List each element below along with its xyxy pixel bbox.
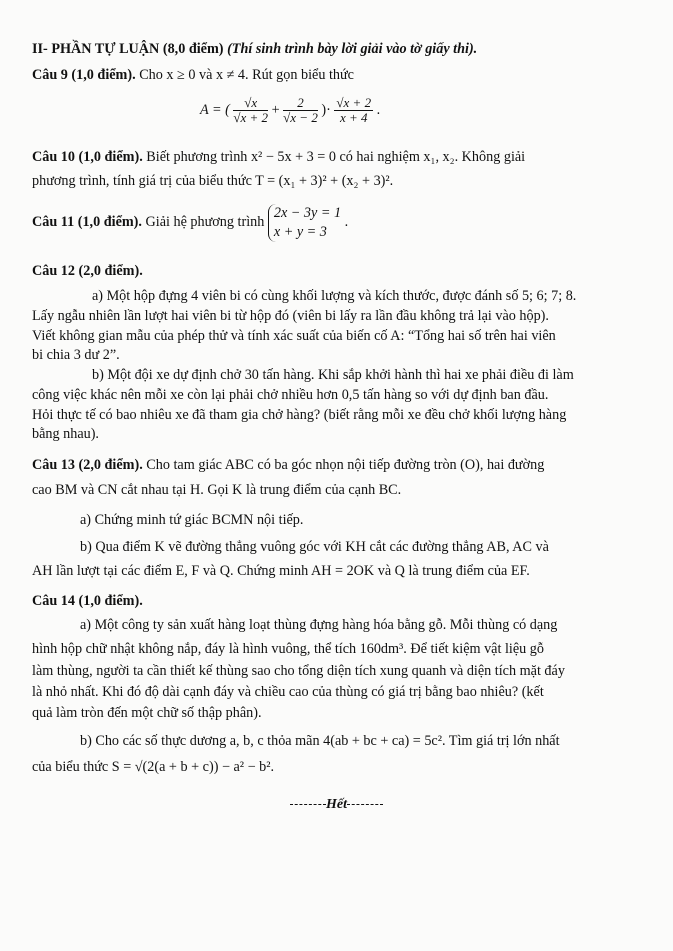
q9-f1-den: √x + 2	[233, 110, 269, 126]
q10-line2: phương trình, tính giá trị của biểu thức T = (x₁ + 3)² + (x₂ + 3)².	[32, 173, 394, 189]
q10-line1	[32, 148, 644, 167]
q9-f3-num: √x + 2	[336, 95, 372, 111]
q9-expr-lhs: A = (	[200, 102, 230, 118]
q11-system	[268, 204, 341, 242]
q9-end: .	[376, 102, 381, 118]
q9-fraction-2	[283, 96, 318, 125]
q12-a-line1: a) Một hộp đựng 4 viên bi có cùng khối lượng và kích thước, được đánh số 5; 6; 7; 8.	[92, 288, 577, 304]
q11-statement	[32, 202, 644, 242]
q14-a-line2: hình hộp chữ nhật không nắp, đáy là hình vuông, thể tích 160dm³. Để tiết kiệm vật liệu gỗ	[32, 641, 544, 657]
q9-plus: +	[271, 102, 280, 118]
q9-text: Cho x ≥ 0 và x ≠ 4. Rút gọn biểu thức	[139, 67, 354, 83]
q14-b-line2: của biểu thức S = √(2(a + b + c)) − a² − b².	[32, 759, 275, 775]
q14-a-line5: quả làm tròn đến một chữ số thập phân).	[32, 705, 262, 721]
section-heading	[32, 40, 644, 59]
q12-b-line1: b) Một đội xe dự định chở 30 tấn hàng. Khi sắp khởi hành thì hai xe phải điều đi làm	[92, 367, 574, 383]
q12-label: Câu 12 (2,0 điểm).	[32, 263, 143, 279]
q13-b-line1: b) Qua điểm K vẽ đường thẳng vuông góc với KH cắt các đường thẳng AB, AC và	[80, 539, 549, 555]
q13-text1: Cho tam giác ABC có ba góc nhọn nội tiếp đường tròn (O), hai đường	[146, 457, 545, 473]
q10-label: Câu 10 (1,0 điểm).	[32, 149, 143, 165]
left-dash	[290, 804, 326, 805]
q10-text1: Biết phương trình x² − 5x + 3 = 0 có hai nghiệm x₁, x₂. Không giải	[146, 149, 526, 165]
q9-close: )·	[321, 102, 331, 118]
end-text: Hết	[326, 797, 347, 812]
q9-statement	[32, 66, 644, 85]
q14-b-line1: b) Cho các số thực dương a, b, c thỏa mãn 4(ab + bc + ca) = 5c². Tìm giá trị lớn nhất	[80, 733, 560, 749]
q12-b-line2: công việc khác nên mỗi xe còn lại phải chở nhiều hơn 0,5 tấn hàng so với dự định ban đầu.	[32, 387, 549, 403]
q12-b-line4: bằng nhau).	[32, 426, 99, 442]
q14-a-line1: a) Một công ty sản xuất hàng loạt thùng đựng hàng hóa bằng gỗ. Mỗi thùng có dạng	[80, 617, 558, 633]
q11-eq2: x + y = 3	[273, 223, 327, 240]
section-note: (Thí sinh trình bày lời giải vào tờ giấy thi).	[227, 41, 478, 57]
q9-expression	[200, 92, 500, 128]
q13-line1	[32, 456, 644, 475]
q14-a-line3: làm thùng, người ta cần thiết kế thùng sao cho tổng diện tích xung quanh và diện tích mặt đáy	[32, 663, 565, 679]
end-marker	[0, 797, 673, 813]
q13-label: Câu 13 (2,0 điểm).	[32, 457, 143, 473]
q9-f3-den: x + 4	[339, 110, 368, 126]
q9-f2-den: √x − 2	[283, 110, 318, 126]
q11-eq1: 2x − 3y = 1	[273, 204, 342, 221]
q13-b-line2: AH lần lượt tại các điểm E, F và Q. Chứng minh AH = 2OK và Q là trung điểm của EF.	[32, 563, 530, 579]
q11-label: Câu 11 (1,0 điểm).	[32, 214, 142, 230]
q9-fraction-3	[334, 96, 373, 125]
q11-end: .	[344, 214, 349, 230]
q12-a-line4: bi chia 3 dư 2”.	[32, 347, 120, 363]
q13-line2: cao BM và CN cắt nhau tại H. Gọi K là trung điểm của cạnh BC.	[32, 482, 402, 498]
q12-a-line3: Viết không gian mẫu của phép thử và tính xác suất của biến cố A: “Tổng hai số trên hai viên	[32, 328, 556, 344]
q11-text: Giải hệ phương trình	[145, 214, 265, 230]
q12-b-line3: Hỏi thực tế có bao nhiêu xe đã tham gia chở hàng? (biết rằng mỗi xe đều chở khối lượng hàng	[32, 407, 567, 423]
section-title: II- PHẦN TỰ LUẬN (8,0 điểm)	[32, 41, 224, 57]
q13-part-a: a) Chứng minh tứ giác BCMN nội tiếp.	[80, 512, 304, 528]
q9-f2-num: 2	[283, 96, 318, 111]
q14-label: Câu 14 (1,0 điểm).	[32, 593, 143, 609]
q9-fraction-1	[233, 96, 268, 125]
right-dash	[347, 804, 383, 805]
q12-a-line2: Lấy ngẫu nhiên lần lượt hai viên bi từ hộp đó (viên bi lấy ra lần đầu không trả lại vào hộp).	[32, 308, 549, 324]
q9-f1-num: √x	[233, 96, 268, 111]
q9-label: Câu 9 (1,0 điểm).	[32, 67, 136, 83]
q14-a-line4: là nhỏ nhất. Khi đó độ dài cạnh đáy và chiều cao của thùng có giá trị bằng bao nhiêu? (kết	[32, 684, 544, 700]
